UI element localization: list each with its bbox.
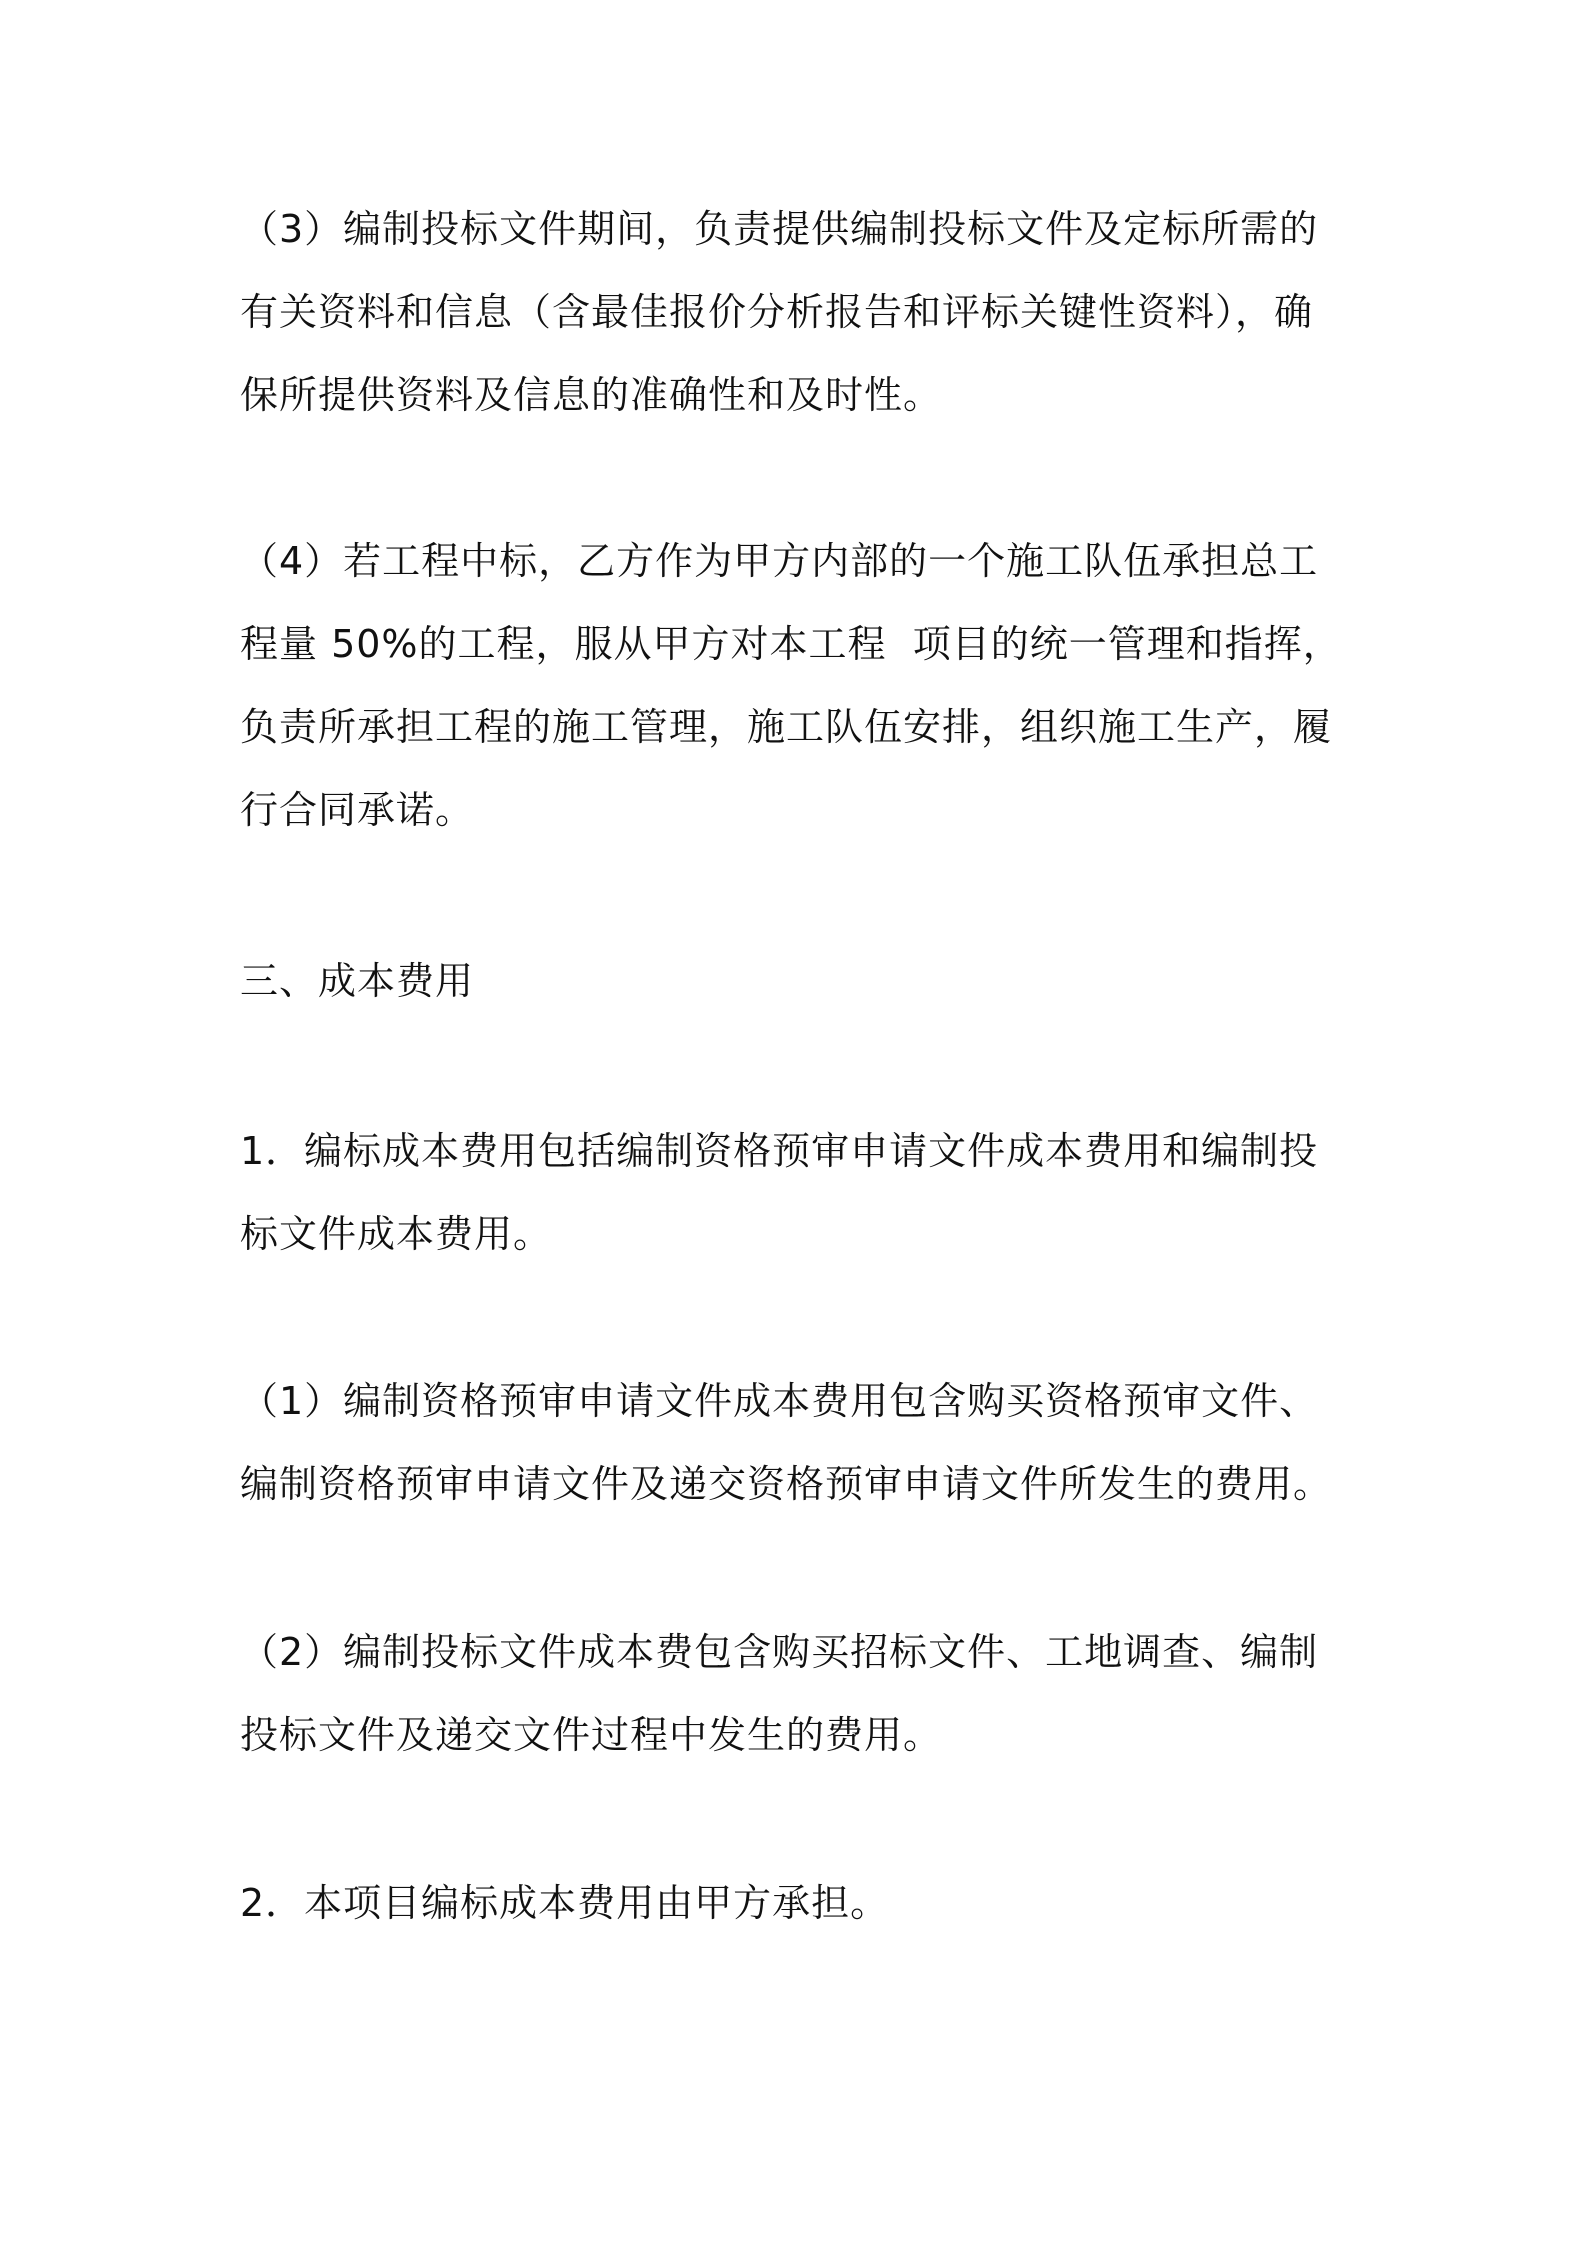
text-line: 标文件成本费用。	[240, 1212, 553, 1256]
text-line: 1．编标成本费用包括编制资格预审申请文件成本费用和编制投	[240, 1129, 1319, 1173]
paragraph-clause-4	[240, 520, 1360, 852]
section-title: 三、成本费用	[240, 959, 475, 1003]
text-line: 程量 50%的工程，服从甲方对本工程 项目的统一管理和指挥，	[240, 622, 1342, 666]
text-line: （3）编制投标文件期间，负责提供编制投标文件及定标所需的	[240, 207, 1319, 251]
paragraph-item-1	[240, 1110, 1360, 1276]
paragraph-subitem-2	[240, 1611, 1360, 1777]
text-line: （2）编制投标文件成本费包含购买招标文件、工地调查、编制	[240, 1630, 1319, 1674]
text-line: 2．本项目编标成本费用由甲方承担。	[240, 1881, 890, 1925]
paragraph-subitem-1	[240, 1360, 1360, 1526]
text-line: 行合同承诺。	[240, 788, 475, 832]
text-line: （4）若工程中标，乙方作为甲方内部的一个施工队伍承担总工	[240, 539, 1319, 583]
text-line: 有关资料和信息（含最佳报价分析报告和评标关键性资料），确	[240, 290, 1314, 334]
section-heading-cost	[240, 940, 1360, 1023]
paragraph-clause-3	[240, 188, 1360, 437]
text-line: （1）编制资格预审申请文件成本费用包含购买资格预审文件、	[240, 1379, 1319, 1423]
text-line: 投标文件及递交文件过程中发生的费用。	[240, 1713, 943, 1757]
text-line: 编制资格预审申请文件及递交资格预审申请文件所发生的费用。	[240, 1462, 1333, 1506]
text-line: 负责所承担工程的施工管理，施工队伍安排，组织施工生产，履	[240, 705, 1333, 749]
text-line: 保所提供资料及信息的准确性和及时性。	[240, 373, 943, 417]
paragraph-item-2	[240, 1862, 1360, 1945]
